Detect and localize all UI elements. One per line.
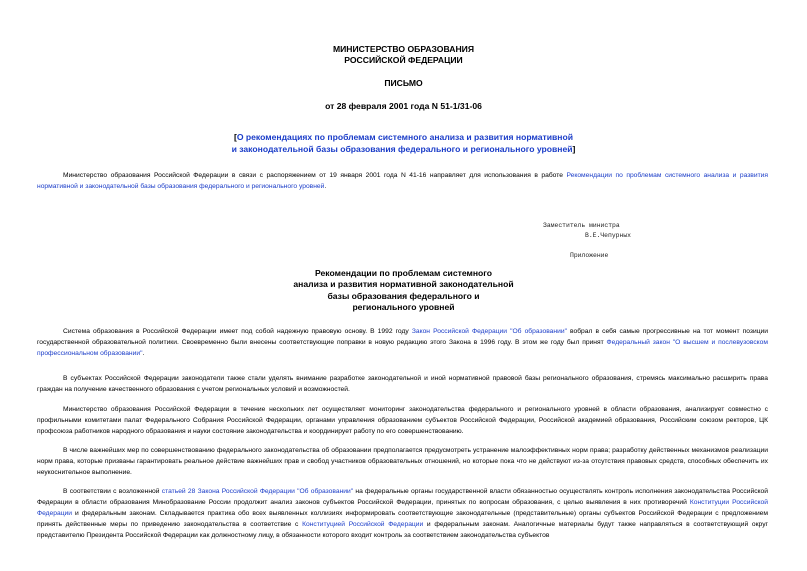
- document-type: ПИСЬМО: [384, 78, 423, 88]
- paragraph-3: Министерство образования Российской Федерации в течение нескольких лет осуществляет мониторинг законодательства федерального и регионального уровней в области образования, анализирует совместно с профильными комитетами палат Федерального Собрания Российской Федерации, органами управления образованием субъектов Российской Федерации, Российской академией образования, Российским союзом ректоров, ЦК профсоюза работников народного образования и науки состояние законодательства и координирует работу по его совершенствованию.: [37, 406, 768, 435]
- subject-bracket-open: [: [233, 132, 237, 142]
- constitution-link-2[interactable]: Конституцией Российской Федерации: [302, 520, 424, 528]
- paragraph-2: В субъектах Российской Федерации законодатели также стали уделять внимание разработке законодательной и иной нормативной правовой базы регионального образования, стремясь максимально расширить права граждан на получение качественного образования с учетом региональных условий и возможностей.: [37, 375, 768, 393]
- paragraph-4: В числе важнейших мер по совершенствованию федерального законодательства об образовании предполагается предусмотреть устранение малоэффективных норм права; разработку действенных механизмов реализации норм права, которые призваны гарантировать реальное действие важнейших прав и свобод участников образовательных отношений, но которые пока что не действуют из-за отсутствия правовых средств, способных обеспечить их неукоснительное выполнение.: [37, 447, 768, 476]
- signature-name: В.Е.Чепурных: [585, 232, 632, 239]
- signature-position: Заместитель министра: [543, 222, 620, 229]
- subject-line1: [0, 131, 807, 143]
- recommendations-title-line3: базы образования федерального и: [327, 291, 480, 301]
- ministry-name-line2: РОССИЙСКОЙ ФЕДЕРАЦИИ: [344, 55, 463, 65]
- intro-text: Министерство образования Российской Федерации в связи с распоряжением от 19 января 2001 года N 41-16 направляет для использования в работе: [63, 172, 567, 179]
- appendix-label: Приложение: [570, 252, 609, 259]
- subject-bracket-close: ]: [572, 144, 576, 154]
- law-on-education-link[interactable]: Закон Российской Федерации "Об образовании": [411, 328, 567, 335]
- constitution-link-1[interactable]: Конституции Российской Федерации: [37, 498, 769, 517]
- intro-paragraph: Министерство образования Российской Федерации в связи с распоряжением от 19 января 2001 года N 41-16 направляет для использования в работе Рекомендации по проблемам системного анализа и развития нормативной и законодательной базы образования федерального и регионального уровней.: [37, 172, 769, 190]
- recommendations-title-line2: анализа и развития нормативной законодательной: [293, 279, 514, 289]
- intro-recommendations-link[interactable]: Рекомендации по проблемам системного анализа и развития нормативной и законодательной базы образования федерального и регионального уровней: [37, 172, 769, 190]
- article-28-link[interactable]: статьей 28 Закона Российской Федерации "Об образовании": [161, 488, 354, 495]
- higher-education-law-link[interactable]: Федеральный закон "О высшем и послевузовском профессиональном образовании": [37, 338, 768, 357]
- paragraph-5: В соответствии с возложенной статьей 28 Закона Российской Федерации "Об образовании" на федеральные органы государственной власти обязанностью осуществлять контроль исполнения законодательства Российской Федерации в области образования Минобразование России продолжит анализ законов субъектов Российской Федерации, принятых по вопросам образования, с целью выявления в них противоречий Конституции Российской Федерации и федеральным законам. Складывается практика обо всех выявленных коллизиях информировать соответствующие законодательные (представительные) органы субъектов Российской Федерации с предложением принять действенные меры по приведению законодательства в соответствие с Конституцией Российской Федерации и федеральным законам. Аналогичные материалы будут также направляться в соответствующий округ представителю Президента Российской Федерации как должностному лицу, в обязанности которого входит контроль за соответствием законодательства субъектов: [37, 488, 769, 539]
- subject-line2: [0, 143, 807, 155]
- ministry-name-line1: МИНИСТЕРСТВО ОБРАЗОВАНИЯ: [332, 44, 475, 54]
- paragraph-1: Система образования в Российской Федерации имеет под собой надежную правовую основу. В 1992 году Закон Российской Федерации "Об образовании" вобрал в себя самые прогрессивные на тот момент позиции государственной образовательной политики. Своевременно были внесены соответствующие поправки в новую редакцию этого Закона в 1996 году. В этом же году был принят Федеральный закон "О высшем и послевузовском профессиональном образовании".: [37, 328, 768, 357]
- subject-link-line2[interactable]: и законодательной базы образования федерального и регионального уровней: [231, 144, 573, 154]
- recommendations-title-line4: регионального уровней: [352, 302, 455, 312]
- document-date: от 28 февраля 2001 года N 51-1/31-06: [325, 101, 482, 111]
- subject-link-line1[interactable]: О рекомендациях по проблемам системного анализа и развития нормативной: [236, 132, 574, 142]
- recommendations-title-line1: Рекомендации по проблемам системного: [314, 268, 493, 278]
